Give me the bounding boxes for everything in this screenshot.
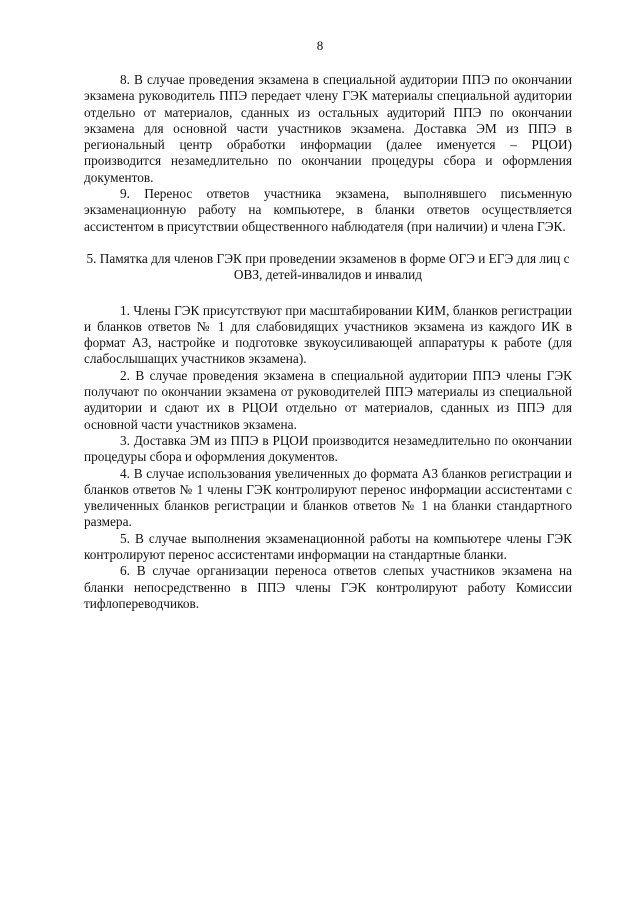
document-body <box>84 72 572 612</box>
paragraph-8: 8. В случае проведения экзамена в специальной аудитории ППЭ по окончании экзамена руководитель ППЭ передает члену ГЭК материалы специальной аудитории отдельно от материалов, сданных из остальных аудиторий ППЭ по окончании экзамена для основной части участников экзамена. Доставка ЭМ из ППЭ в региональный центр обработки информации (далее именуется – РЦОИ) производится незамедлительно по окончании процедуры сбора и оформления документов. <box>84 72 572 185</box>
memo-paragraph-6: 6. В случае организации переноса ответов слепых участников экзамена на бланки непосредственно в ППЭ члены ГЭК контролируют работу Комиссии тифлопереводчиков. <box>84 563 572 611</box>
memo-paragraph-4: 4. В случае использования увеличенных до формата А3 бланков регистрации и бланков ответов № 1 члены ГЭК контролируют перенос информации ассистентами с увеличенных бланков регистрации и бланков ответов № 1 на бланки стандартного размера. <box>84 465 572 530</box>
memo-paragraph-2: 2. В случае проведения экзамена в специальной аудитории ППЭ члены ГЭК получают по окончании экзамена от руководителей ППЭ материалы из специальной аудитории и сдают их в РЦОИ отдельно от материалов, сданных из ППЭ для основной части участников экзамена. <box>84 367 572 432</box>
paragraph-9: 9. Перенос ответов участника экзамена, выполнявшего письменную экзаменационную работу на компьютере, в бланки ответов осуществляется ассистентом в присутствии общественного наблюдателя (при наличии) и члена ГЭК. <box>84 186 572 234</box>
page-number: 8 <box>316 38 324 53</box>
memo-paragraph-5: 5. В случае выполнения экзаменационной работы на компьютере члены ГЭК контролируют перенос ассистентами информации на стандартные бланки. <box>84 530 572 563</box>
memo-paragraph-1: 1. Члены ГЭК присутствуют при масштабировании КИМ, бланков регистрации и бланков ответов № 1 для слабовидящих участников экзамена из каждого ИК в формат А3, настройке и подготовке звукоусиливающей аппаратуры к работе (для слабослышащих участников экзамена). <box>84 302 572 367</box>
memo-paragraph-3: 3. Доставка ЭМ из ППЭ в РЦОИ производится незамедлительно по окончании процедуры сбора и оформления документов. <box>84 432 572 465</box>
section-heading: 5. Памятка для членов ГЭК при проведении экзаменов в форме ОГЭ и ЕГЭ для лиц с ОВЗ, детей-инвалидов и инвалид <box>86 250 570 283</box>
